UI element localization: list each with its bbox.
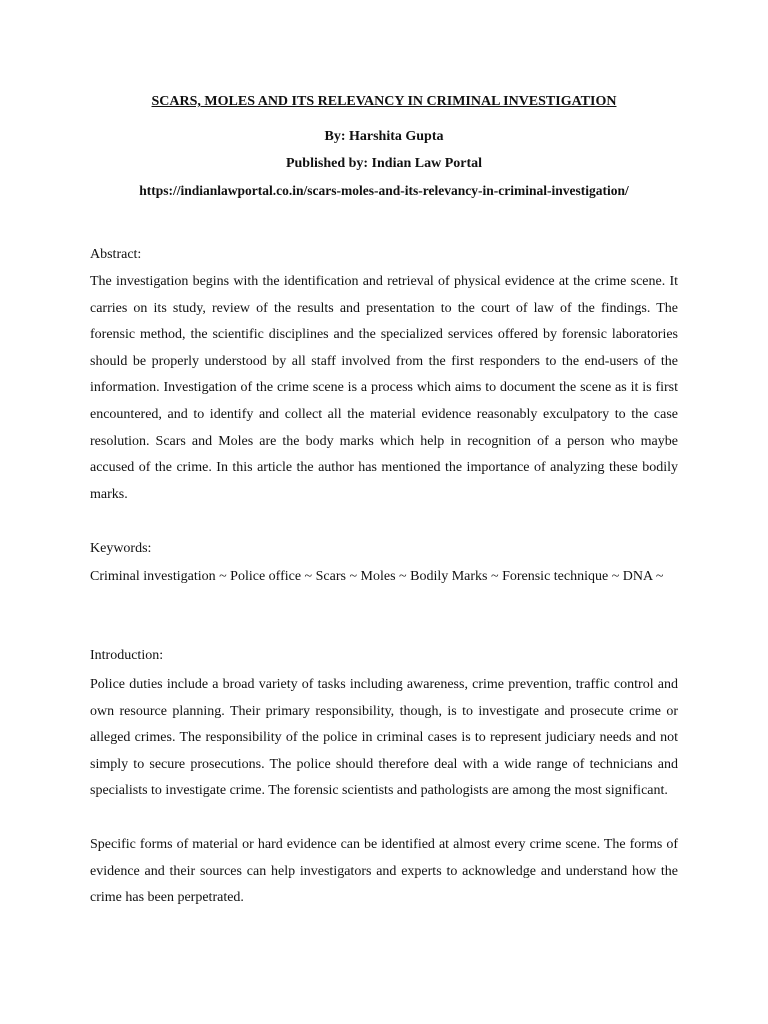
document-publisher: Published by: Indian Law Portal — [285, 156, 483, 171]
keywords-heading: Keywords: — [90, 541, 152, 556]
introduction-heading: Introduction: — [90, 648, 164, 663]
introduction-paragraph-1: Police duties include a broad variety of tasks including awareness, crime prevention, traffic control and own resource planning. Their primary responsibility, though, is to investigate and prosecute crime or alleged crimes. The responsibility of the police in criminal cases is to represent judiciary needs and not simply to secure prosecutions. The police should therefore deal with a wide range of technicians and specialists to investigate crime. The forensic scientists and pathologists are among the most significant. — [90, 677, 678, 799]
abstract-paragraph: The investigation begins with the identification and retrieval of physical evidence at the crime scene. It carries on its study, review of the results and presentation to the court of law of the findings. The forensic method, the scientific disciplines and the specialized services offered by forensic laboratories should be properly understood by all staff involved from the first responders to the end-users of the information. Investigation of the crime scene is a process which aims to document the scene as it is first encountered, and to identify and collect all the material evidence reasonably exculpatory to the case resolution. Scars and Moles are the body marks which help in recognition of a person who maybe accused of the crime. In this article the author has mentioned the importance of analyzing these bodily marks. — [90, 274, 678, 502]
document-title: SCARS, MOLES AND ITS RELEVANCY IN CRIMINAL INVESTIGATION — [151, 94, 617, 109]
document-source-url: https://indianlawportal.co.in/scars-moles-and-its-relevancy-in-criminal-investigation/ — [139, 183, 629, 198]
introduction-paragraph-2: Specific forms of material or hard evidence can be identified at almost every crime scene. The forms of evidence and their sources can help investigators and experts to acknowledge and understand how the crime has been perpetrated. — [90, 837, 678, 906]
keywords-paragraph: Criminal investigation ~ Police office ~ Scars ~ Moles ~ Bodily Marks ~ Forensic technique ~ DNA ~ — [90, 569, 664, 584]
document-author: By: Harshita Gupta — [324, 129, 444, 144]
abstract-heading: Abstract: — [90, 247, 142, 262]
